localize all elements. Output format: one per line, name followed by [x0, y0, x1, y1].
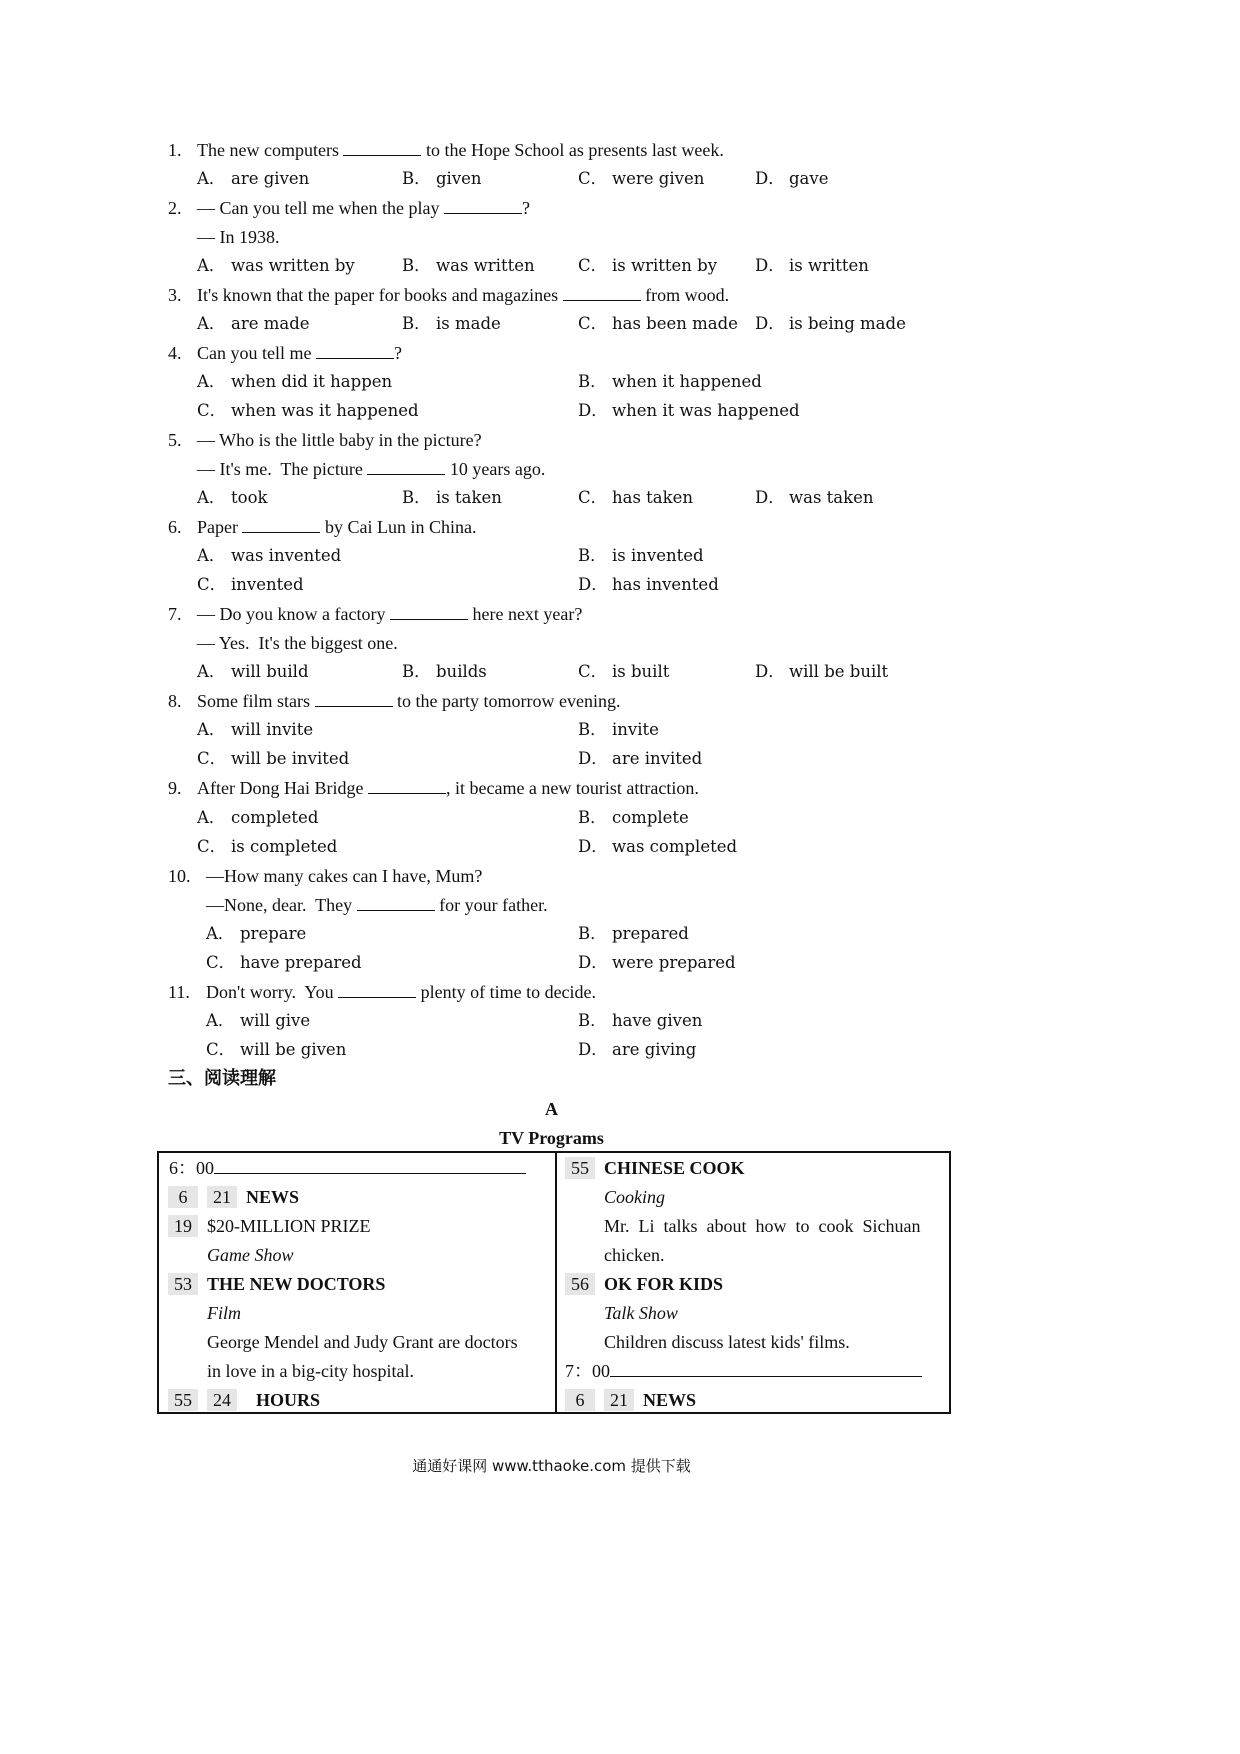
option-c[interactable]: C． has been made — [578, 314, 738, 333]
question-number: 10. — [168, 866, 191, 886]
channel-number: 6 — [168, 1186, 198, 1208]
channel-number: 55 — [168, 1389, 198, 1411]
answer-blank[interactable] — [357, 896, 435, 911]
option-b[interactable]: B． prepared — [578, 924, 689, 943]
question-stem: Some film stars to the party tomorrow evening. — [197, 691, 621, 711]
option-b[interactable]: B． is invented — [578, 546, 704, 565]
program-title: CHINESE COOK — [604, 1158, 745, 1178]
option-b[interactable]: B． builds — [402, 662, 487, 681]
program-genre: Cooking — [604, 1187, 665, 1207]
answer-blank[interactable] — [367, 460, 445, 475]
program-title: THE NEW DOCTORS — [207, 1274, 386, 1294]
option-b[interactable]: B． when it happened — [578, 372, 762, 391]
answer-blank[interactable] — [316, 344, 394, 359]
answer-blank[interactable] — [563, 286, 641, 301]
option-d[interactable]: D． are giving — [578, 1040, 697, 1059]
channel-number: 21 — [604, 1389, 634, 1411]
option-c[interactable]: C． will be invited — [197, 749, 350, 768]
option-d[interactable]: D． when it was happened — [578, 401, 800, 420]
option-a[interactable]: A． was invented — [197, 546, 342, 565]
option-b[interactable]: B． is made — [402, 314, 501, 333]
program-description: Children discuss latest kids' films. — [604, 1332, 850, 1352]
option-d[interactable]: D． gave — [755, 169, 829, 188]
option-d[interactable]: D． is written — [755, 256, 869, 275]
question-number: 11. — [168, 982, 190, 1002]
program-title: HOURS — [256, 1390, 321, 1410]
option-b[interactable]: B． complete — [578, 808, 689, 827]
option-a[interactable]: A． will give — [206, 1011, 311, 1030]
channel-number: 21 — [207, 1186, 237, 1208]
question-reply: — Yes. It's the biggest one. — [197, 633, 398, 653]
passage-title: TV Programs — [499, 1128, 604, 1148]
answer-blank[interactable] — [338, 983, 416, 998]
question-stem: After Dong Hai Bridge , it became a new tourist attraction. — [197, 778, 699, 798]
program-title: $20-MILLION PRIZE — [207, 1216, 371, 1236]
option-a[interactable]: A． was written by — [197, 256, 355, 275]
option-a[interactable]: A． will build — [197, 662, 309, 681]
option-b[interactable]: B． invite — [578, 720, 659, 739]
question-number: 3. — [168, 285, 182, 305]
option-c[interactable]: C． have prepared — [206, 953, 362, 972]
answer-blank[interactable] — [343, 141, 421, 156]
option-c[interactable]: C． invented — [197, 575, 304, 594]
option-c[interactable]: C． when was it happened — [197, 401, 419, 420]
option-b[interactable]: B． given — [402, 169, 482, 188]
channel-number: 55 — [565, 1157, 595, 1179]
option-a[interactable]: A． are given — [197, 169, 310, 188]
section-heading: 三、阅读理解 — [168, 1068, 276, 1089]
question-reply: — In 1938. — [197, 227, 280, 247]
option-a[interactable]: A． took — [197, 488, 268, 507]
question-stem: — Can you tell me when the play ? — [197, 198, 530, 218]
question-number: 4. — [168, 343, 182, 363]
option-c[interactable]: C． is completed — [197, 837, 338, 856]
answer-blank[interactable] — [390, 605, 468, 620]
option-c[interactable]: C． has taken — [578, 488, 694, 507]
option-c[interactable]: C． is written by — [578, 256, 718, 275]
question-stem: The new computers to the Hope School as presents last week. — [197, 140, 724, 160]
time-underline — [610, 1360, 922, 1377]
program-description: Mr. Li talks about how to cook Sichuan — [604, 1216, 921, 1236]
option-c[interactable]: C． is built — [578, 662, 670, 681]
channel-number: 19 — [168, 1215, 198, 1237]
option-d[interactable]: D． were prepared — [578, 953, 736, 972]
passage-label: A — [545, 1099, 558, 1119]
option-b[interactable]: B． was written — [402, 256, 535, 275]
option-a[interactable]: A． completed — [197, 808, 319, 827]
option-c[interactable]: C． will be given — [206, 1040, 347, 1059]
time-underline — [214, 1157, 526, 1174]
question-stem: —How many cakes can I have, Mum? — [206, 866, 483, 886]
option-d[interactable]: D． will be built — [755, 662, 889, 681]
option-a[interactable]: A． will invite — [197, 720, 314, 739]
question-stem: It's known that the paper for books and magazines from wood. — [197, 285, 730, 305]
question-stem: Don't worry. You plenty of time to decide. — [206, 982, 597, 1002]
option-a[interactable]: A． prepare — [206, 924, 307, 943]
question-stem: — Who is the little baby in the picture? — [197, 430, 482, 450]
question-number: 8. — [168, 691, 182, 711]
option-a[interactable]: A． when did it happen — [197, 372, 393, 391]
channel-number: 53 — [168, 1273, 198, 1295]
program-description: in love in a big-city hospital. — [207, 1361, 414, 1381]
time-slot-7: 7：00 — [565, 1360, 922, 1382]
program-title: NEWS — [643, 1390, 697, 1410]
option-b[interactable]: B． is taken — [402, 488, 502, 507]
footer-credit: 通通好课网 www.tthaoke.com 提供下载 — [412, 1457, 691, 1475]
answer-blank[interactable] — [368, 779, 446, 794]
option-d[interactable]: D． is being made — [755, 314, 906, 333]
option-d[interactable]: D． are invited — [578, 749, 703, 768]
question-stem-2: — It's me. The picture 10 years ago. — [197, 459, 546, 479]
program-title: OK FOR KIDS — [604, 1274, 724, 1294]
question-number: 6. — [168, 517, 182, 537]
tv-programs-table — [157, 1151, 951, 1414]
question-number: 7. — [168, 604, 182, 624]
question-number: 5. — [168, 430, 182, 450]
time-slot-6: 6：00 — [169, 1157, 526, 1179]
program-genre: Game Show — [207, 1245, 294, 1265]
program-title: NEWS — [246, 1187, 300, 1207]
answer-blank[interactable] — [242, 518, 320, 533]
question-stem: Can you tell me ? — [197, 343, 402, 363]
channel-number: 6 — [565, 1389, 595, 1411]
question-stem: Paper by Cai Lun in China. — [197, 517, 477, 537]
program-genre: Talk Show — [604, 1303, 678, 1323]
question-number: 2. — [168, 198, 182, 218]
column-divider — [555, 1153, 557, 1412]
channel-number: 56 — [565, 1273, 595, 1295]
option-b[interactable]: B． have given — [578, 1011, 703, 1030]
program-description: chicken. — [604, 1245, 665, 1265]
question-number: 1. — [168, 140, 182, 160]
question-stem-2: —None, dear. They for your father. — [206, 895, 548, 915]
option-c[interactable]: C． were given — [578, 169, 705, 188]
option-d[interactable]: D． was completed — [578, 837, 738, 856]
channel-number: 24 — [207, 1389, 237, 1411]
option-d[interactable]: D． was taken — [755, 488, 874, 507]
answer-blank[interactable] — [444, 199, 522, 214]
option-a[interactable]: A． are made — [197, 314, 310, 333]
question-stem: — Do you know a factory here next year? — [197, 604, 583, 624]
option-d[interactable]: D． has invented — [578, 575, 719, 594]
question-number: 9. — [168, 778, 182, 798]
answer-blank[interactable] — [315, 692, 393, 707]
program-description: George Mendel and Judy Grant are doctors — [207, 1332, 518, 1352]
program-genre: Film — [207, 1303, 241, 1323]
